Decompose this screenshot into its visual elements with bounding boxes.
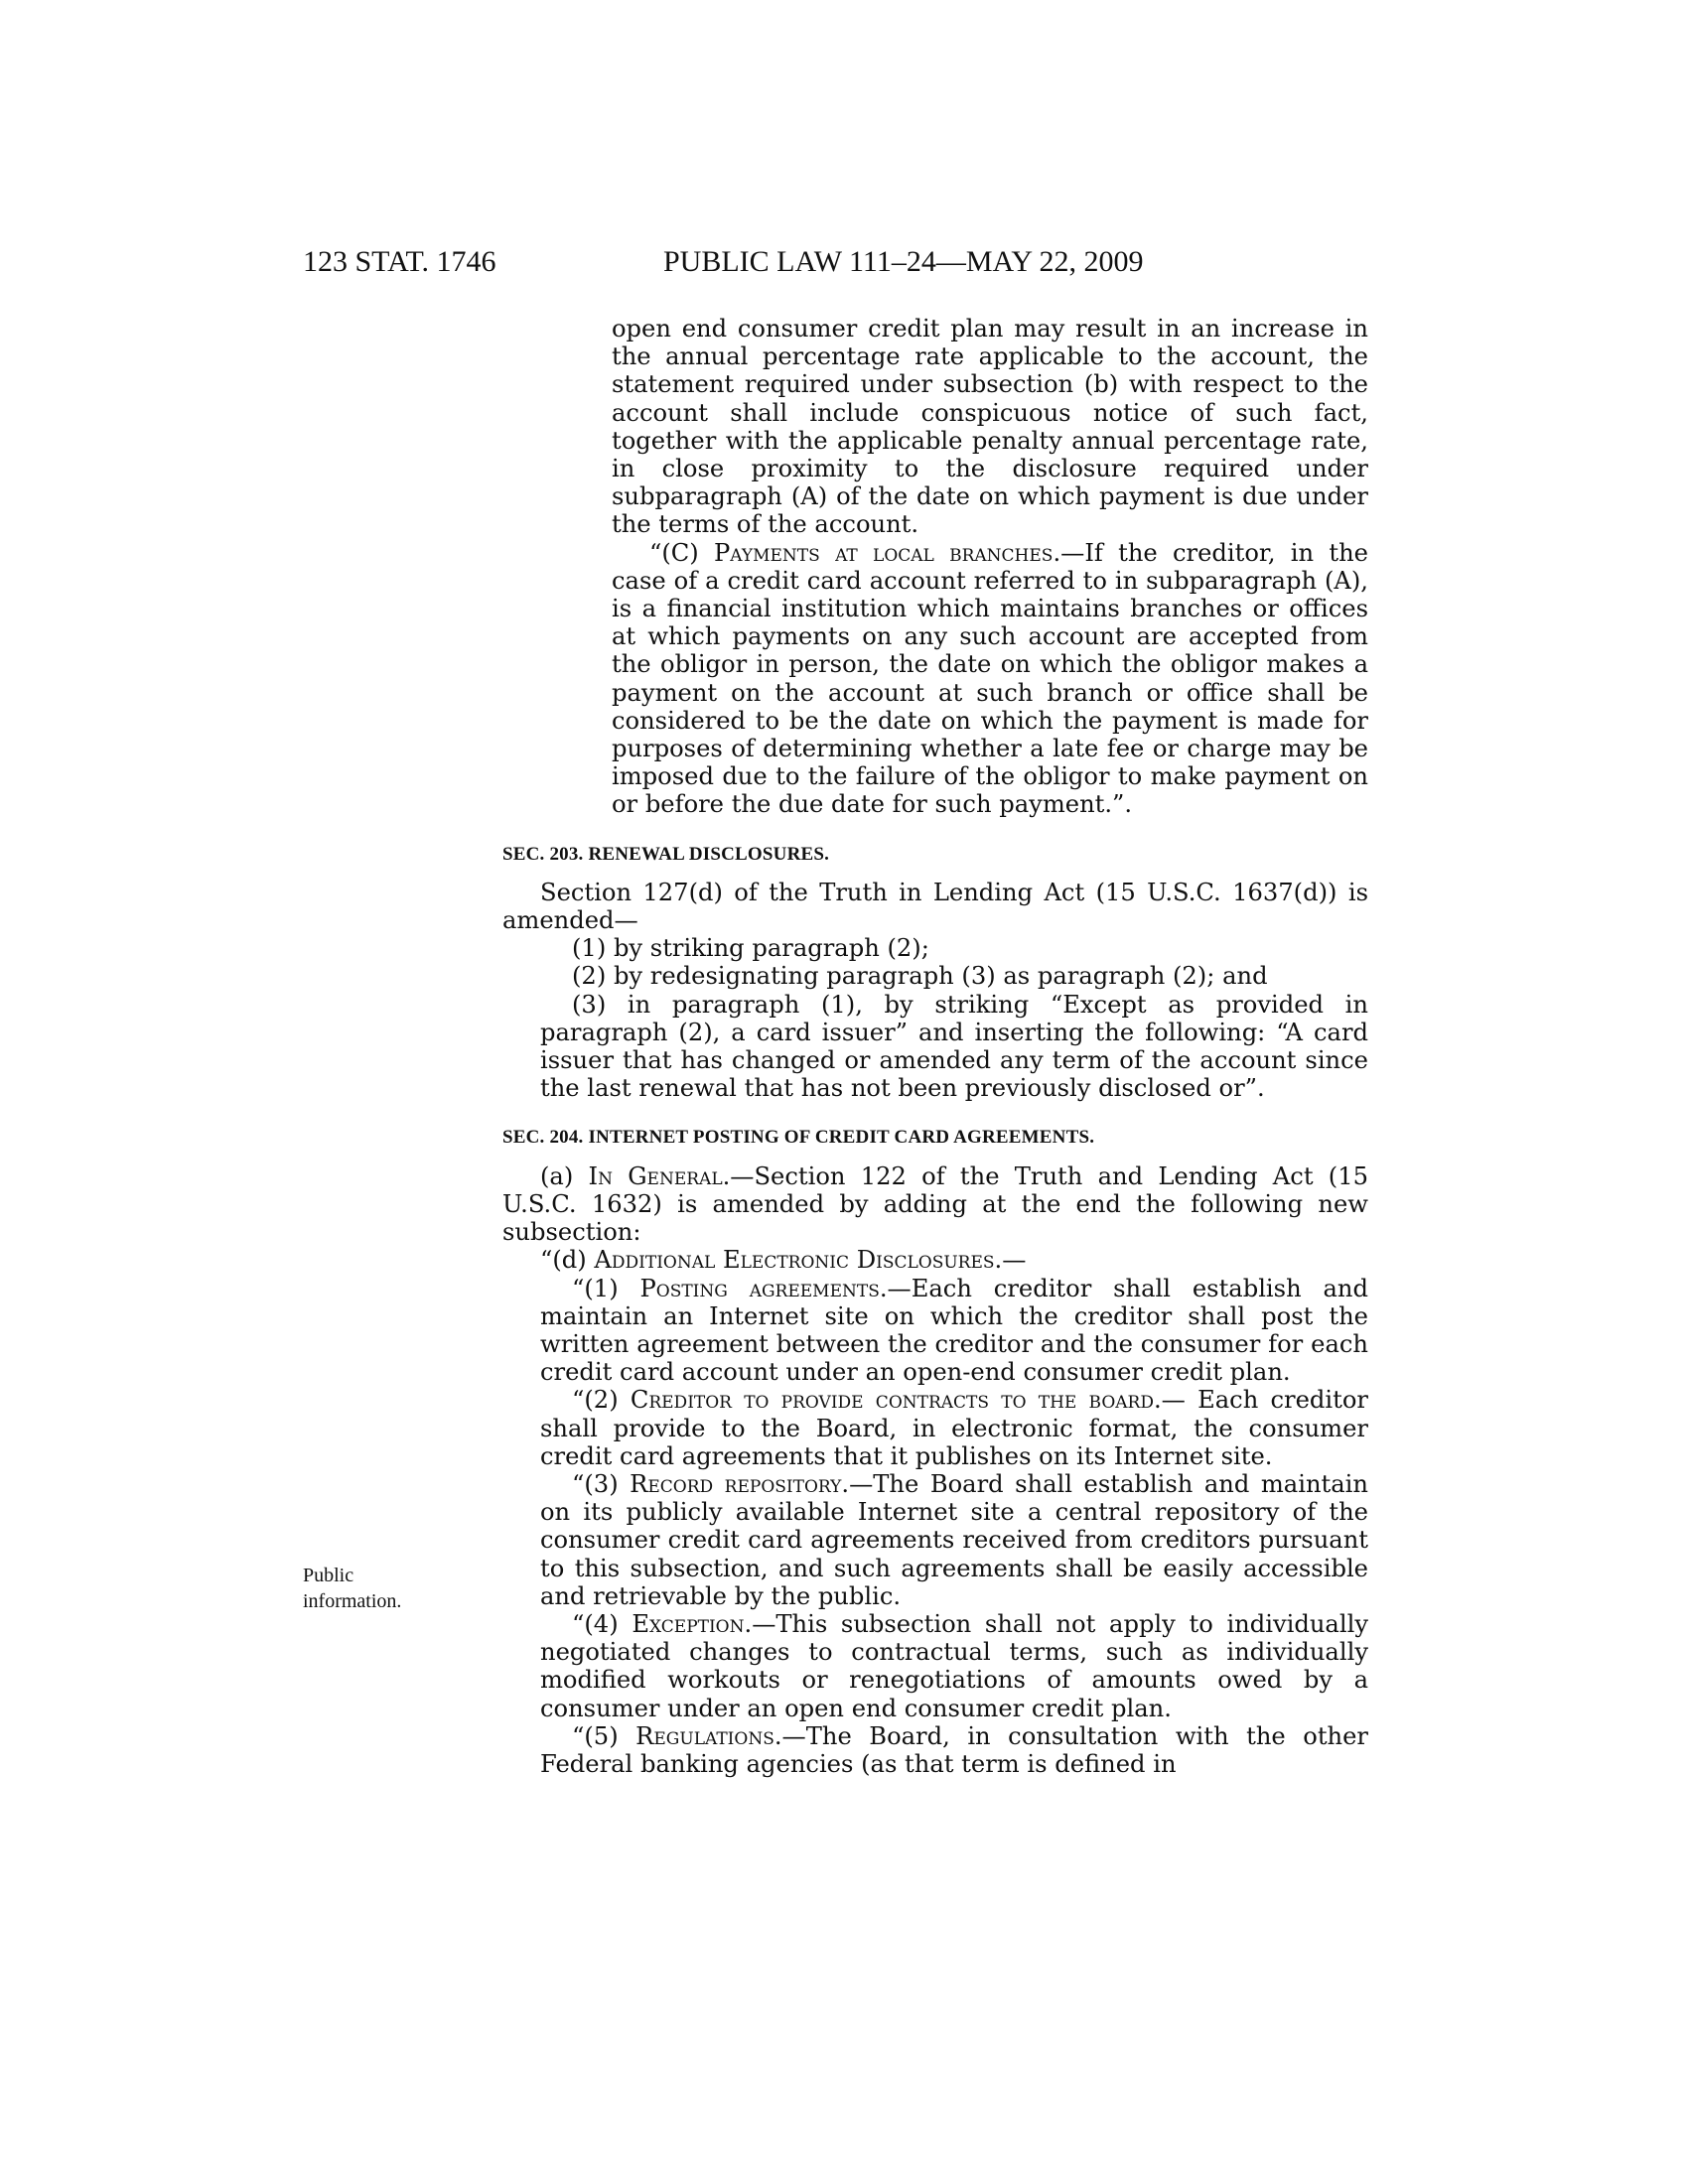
margin-note-line1: Public [303,1565,354,1586]
stat-citation: 123 STAT. 1746 [303,245,496,278]
margin-note [303,1563,452,1614]
section-203-item-1: (1) by striking paragraph (2); [572,934,929,963]
subsection-d: “(d) Additional Electronic Disclosures.— [540,1246,1027,1275]
paragraph-continuation: open end consumer credit plan may result in an increase in the annual percentage rate applicable to the account, the statement required under subsection (b) with respect to the account shall include conspicuous notice of such fact, together with the applicable penalty annual percentage rate, in close proximity to the disclosure required under subparagraph (A) of the date on which payment is due under the terms of the account. [612,315,1368,539]
subparagraph-c: “(C) Payments at local branches.—If the creditor, in the case of a credit card account referred to in subparagraph (A), is a financial institution which maintains branches or offices at which payments on any such account are accepted from the obligor in person, the date on which the obligor makes a payment on the account at such branch or office shall be considered to be the date on which the payment is made for purposes of determining whether a late fee or charge may be imposed due to the failure of the obligor to make payment on or before the due date for such payment.”. [612,538,1368,819]
running-header [0,245,1688,285]
heading-in-general: In General. [588,1161,731,1190]
margin-note-line2: information. [303,1590,402,1612]
body-text [502,315,1368,1778]
paragraph-d4: “(4) Exception.—This subsection shall not apply to individually negotiated changes to contractual terms, such as individually modified workouts or renegotiations of amounts owed by a consumer under an open end consumer credit plan. [540,1609,1368,1722]
paragraph-d1: “(1) Posting agreements.—Each creditor shall establish and maintain an Internet site on which the creditor shall post the written agreement between the creditor and the consumer for each credit card account under an open-end consumer credit plan. [540,1274,1368,1387]
section-204-heading: SEC. 204. INTERNET POSTING OF CREDIT CARD AGREEMENTS. [502,1127,1095,1149]
heading-posting-agreements: Posting agreements. [639,1274,888,1302]
heading-regulations: Regulations. [635,1721,782,1750]
subsection-a: (a) In General.—Section 122 of the Truth and Lending Act (15 U.S.C. 1632) is amended by adding at the end the following new subsection: [502,1161,1368,1247]
heading-payments-local-branches: Payments at local branches. [714,538,1061,567]
section-203-intro: Section 127(d) of the Truth in Lending Act (15 U.S.C. 1637(d)) is amended— [502,878,1368,935]
section-203-item-3: (3) in paragraph (1), by striking “Except as provided in paragraph (2), a card issuer” and inserting the following: “A card issuer that has changed or amended any term of the account since the last renewal that has not been previously disclosed or”. [540,990,1368,1103]
law-title: PUBLIC LAW 111–24—MAY 22, 2009 [663,245,1144,278]
heading-record-repository: Record repository. [630,1469,850,1498]
paragraph-d3: “(3) Record repository.—The Board shall establish and maintain on its publicly available Internet site a central repository of the consumer credit card agreements received from creditors pursuant to this subsection, and such agreements shall be easily accessible and retrievable by the public. [540,1469,1368,1610]
paragraph-d2: “(2) Creditor to provide contracts to the board.— Each creditor shall provide to the Board, in electronic format, the consumer credit card agreements that it publishes on its Internet site. [540,1386,1368,1470]
heading-creditor-provide-contracts: Creditor to provide contracts to the board. [630,1386,1162,1415]
heading-exception: Exception. [632,1609,753,1638]
paragraph-d5: “(5) Regulations.—The Board, in consultation with the other Federal banking agencies (as that term is defined in [540,1721,1368,1778]
section-203-item-2: (2) by redesignating paragraph (3) as paragraph (2); and [572,962,1268,991]
section-203-heading: SEC. 203. RENEWAL DISCLOSURES. [502,843,830,865]
heading-additional-electronic-disclosures: Additional Electronic Disclosures. [594,1246,1003,1275]
